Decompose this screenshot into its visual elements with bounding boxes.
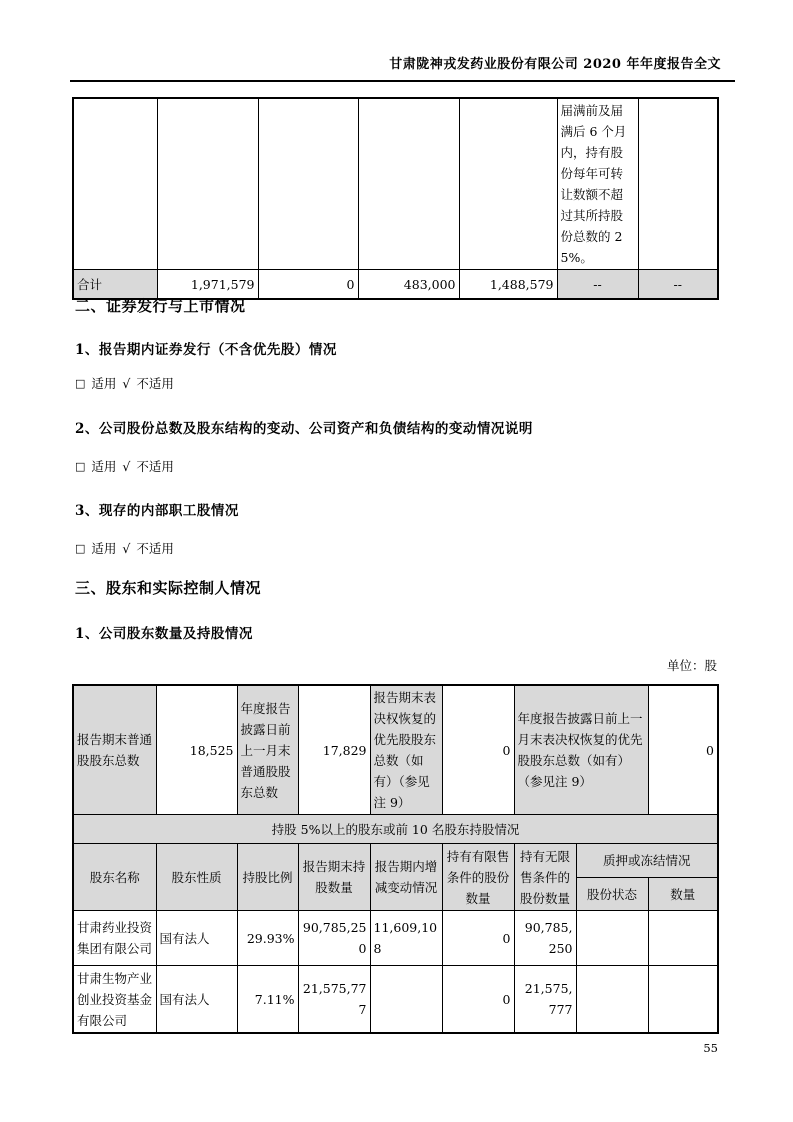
empty-cell (258, 98, 358, 270)
column-header-shareholder-name: 股东名称 (73, 844, 156, 911)
check-icon: √ (122, 376, 131, 391)
summary-value-cell: 18,525 (156, 685, 237, 815)
change-cell (370, 966, 442, 1034)
table-row (73, 966, 718, 1034)
group-header-cell: 持股 5%以上的股东或前 10 名股东持股情况 (73, 815, 718, 844)
header-rule (70, 80, 735, 82)
total-label-cell: 合计 (73, 270, 157, 300)
column-header-change: 报告期内增减变动情况 (370, 844, 442, 911)
table-header-row (73, 844, 718, 878)
summary-value-cell: 0 (648, 685, 718, 815)
empty-cell (73, 98, 157, 270)
applicable-label: 适用 (91, 459, 117, 474)
shareholders-table (72, 684, 719, 1034)
subsection-securities-issue: 1、报告期内证券发行（不含优先股）情况 (75, 342, 337, 358)
summary-label-cell: 年度报告披露日前上一月末表决权恢复的优先股股东总数（如有）（参见注 9） (514, 685, 648, 815)
shareholder-name-cell: 甘肃药业投资集团有限公司 (73, 911, 156, 966)
checkbox-unchecked-icon: □ (75, 460, 86, 473)
summary-label-cell: 报告期末表决权恢复的优先股股东总数（如有）（参见注 9） (370, 685, 442, 815)
lockup-note-cell: 届满前及届满后 6 个月内，持有股份每年可转让数额不超过其所持股份总数的 25%。 (557, 98, 638, 270)
applicable-label: 适用 (91, 541, 117, 556)
empty-cell (459, 98, 557, 270)
unrestricted-shares-cell: 90,785,250 (514, 911, 576, 966)
total-value-cell: -- (638, 270, 718, 300)
shares-end-cell: 90,785,250 (298, 911, 370, 966)
subsection-shareholder-count: 1、公司股东数量及持股情况 (75, 626, 253, 642)
applicability-line (75, 539, 180, 557)
total-value-cell: 483,000 (358, 270, 459, 300)
applicable-label: 适用 (91, 376, 117, 391)
shareholder-name-cell: 甘肃生物产业创业投资基金有限公司 (73, 966, 156, 1034)
pledge-status-cell (576, 911, 648, 966)
unit-label: 单位：股 (666, 658, 717, 673)
total-value-cell: 1,971,579 (157, 270, 258, 300)
shareholder-nature-cell: 国有法人 (156, 966, 237, 1034)
summary-value-cell: 17,829 (298, 685, 370, 815)
checkbox-unchecked-icon: □ (75, 377, 86, 390)
summary-value-cell: 0 (442, 685, 514, 815)
restricted-shares-cell: 0 (442, 966, 514, 1034)
table-row (73, 685, 718, 815)
section-title-shareholders: 三、股东和实际控制人情况 (75, 579, 262, 597)
table-row (73, 911, 718, 966)
summary-label-cell: 年度报告披露日前上一月末普通股股东总数 (237, 685, 298, 815)
change-cell: 11,609,108 (370, 911, 442, 966)
empty-cell (358, 98, 459, 270)
checkbox-unchecked-icon: □ (75, 542, 86, 555)
column-header-shareholder-nature: 股东性质 (156, 844, 237, 911)
summary-label-cell: 报告期末普通股股东总数 (73, 685, 156, 815)
holding-ratio-cell: 7.11% (237, 966, 298, 1034)
column-header-pledge-status: 股份状态 (576, 878, 648, 911)
subsection-share-structure-change: 2、公司股份总数及股东结构的变动、公司资产和负债结构的变动情况说明 (75, 421, 533, 437)
restricted-shares-cell: 0 (442, 911, 514, 966)
not-applicable-label: 不适用 (136, 459, 174, 474)
column-header-holding-ratio: 持股比例 (237, 844, 298, 911)
subsection-internal-staff-shares: 3、现存的内部职工股情况 (75, 503, 239, 519)
pledge-status-cell (576, 966, 648, 1034)
not-applicable-label: 不适用 (136, 541, 174, 556)
not-applicable-label: 不适用 (136, 376, 174, 391)
section-title-securities: 二、证券发行与上市情况 (75, 297, 246, 315)
lockup-shares-table (72, 97, 719, 300)
empty-cell (157, 98, 258, 270)
page-number: 55 (703, 1041, 718, 1055)
pledge-quantity-cell (648, 911, 718, 966)
shareholder-nature-cell: 国有法人 (156, 911, 237, 966)
column-header-shares-end: 报告期末持股数量 (298, 844, 370, 911)
table-row (73, 815, 718, 844)
pledge-quantity-cell (648, 966, 718, 1034)
table-row (73, 98, 718, 270)
check-icon: √ (122, 541, 131, 556)
column-header-restricted: 持有有限售条件的股份数量 (442, 844, 514, 911)
report-header-title: 甘肃陇神戎发药业股份有限公司 2020 年年度报告全文 (389, 57, 721, 72)
total-value-cell: 0 (258, 270, 358, 300)
total-value-cell: 1,488,579 (459, 270, 557, 300)
unrestricted-shares-cell: 21,575,777 (514, 966, 576, 1034)
column-header-pledge-quantity: 数量 (648, 878, 718, 911)
holding-ratio-cell: 29.93% (237, 911, 298, 966)
applicability-line (75, 374, 180, 392)
check-icon: √ (122, 459, 131, 474)
column-header-pledge-group: 质押或冻结情况 (576, 844, 718, 878)
shares-end-cell: 21,575,777 (298, 966, 370, 1034)
column-header-unrestricted: 持有无限售条件的股份数量 (514, 844, 576, 911)
applicability-line (75, 457, 180, 475)
empty-cell (638, 98, 718, 270)
total-value-cell: -- (557, 270, 638, 300)
